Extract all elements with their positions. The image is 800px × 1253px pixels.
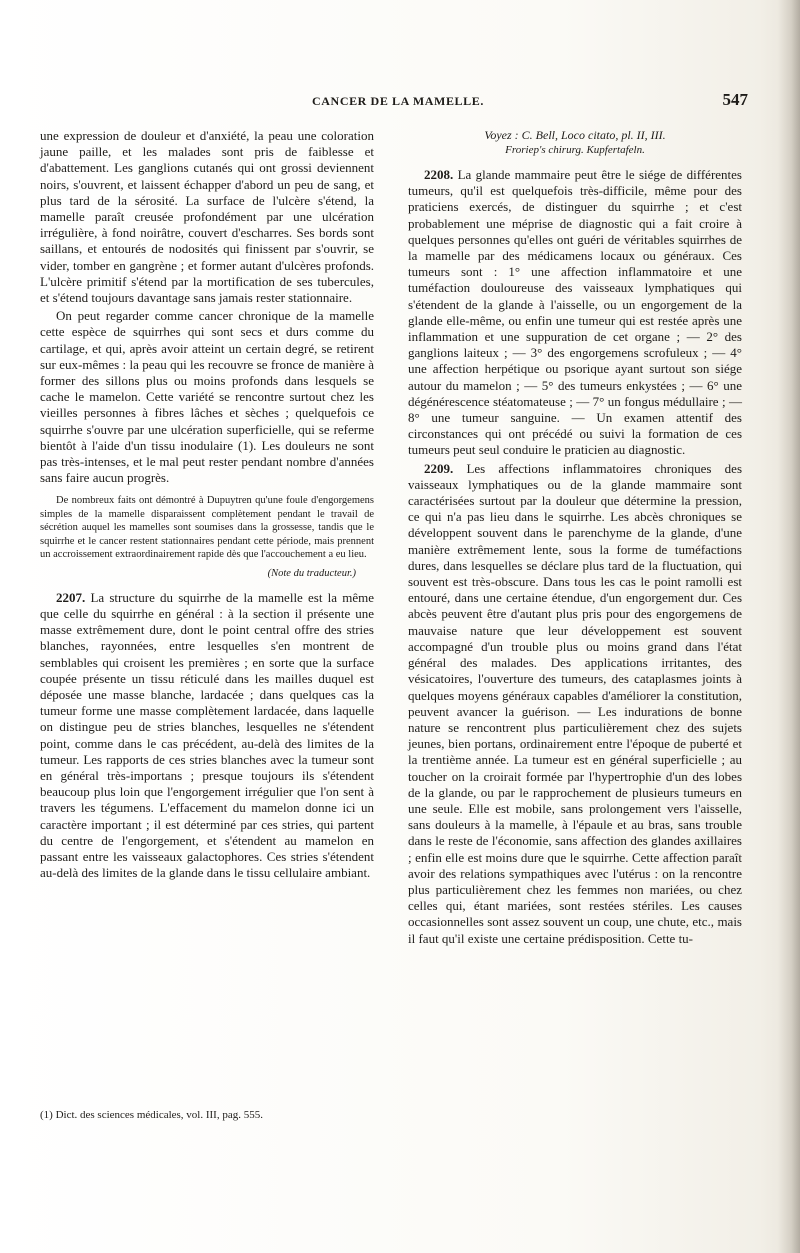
translator-note: De nombreux faits ont démontré à Dupuytren qu'une foule d'engorgemens simples de la mamelle disparaissent complètement pendant le travail de sécrétion auquel les mamelles sont soumises dans la grossesse, tandis que le squirrhe et le cancer restent stationnaires pendant cette période, mais prennent un accroissement extraordinairement rapide dès que l'accouchement a eu lieu.	[40, 495, 374, 561]
translator-note-signature: (Note du traducteur.)	[267, 567, 356, 579]
left-column	[40, 128, 374, 883]
paragraph-chronic-cancer: On peut regarder comme cancer chronique de la mamelle cette espèce de squirrhes qui sont secs et durs comme du cartilage, et qui, après avoir atteint un certain degré, se retirent sur eux-mêmes : la peau qui les recouvre se fronce de manière à former des sillons plus ou moins profonds dans lesquels se cache le mamelon. Cette variété se rencontre surtout chez les vieilles personnes à fibres lâches et sèches ; quelquefois ce squirrhe s'ouvre par une ulcération superficielle, qui se referme bientôt à l'aide d'un tissu inodulaire (1). Les douleurs ne sont pas très-intenses, et le mal peut rester pendant nombre d'années sans faire aucun progrès.	[40, 308, 374, 486]
reference-line-1: Voyez : C. Bell, Loco citato, pl. II, III.	[484, 128, 666, 142]
footnote: (1) Dict. des sciences médicales, vol. III, pag. 555.	[40, 1109, 263, 1121]
page-edge-shadow	[778, 0, 800, 1253]
right-column	[408, 128, 742, 949]
paragraph-ulcer: une expression de douleur et d'anxiété, la peau une coloration jaune paille, et les malades sont pris de faiblesse et d'abattement. Les ganglions cutanés qui ont grossi deviennent noirs, s'ouvrent, et laissent échapper d'abord un peu de sang, et plus tard de la sérosité. La surface de l'ulcère s'étend, la mamelle paraît creusée profondément par une ulcération irrégulière, à fond noirâtre, couvert d'escharres. Ses bords sont saillans, et entourés de nodosités qui finissent par s'ouvrir, se vider, tomber en gangrène ; et former autant d'ulcères profonds. L'ulcère primitif s'étend par la mortification de ses tubercules, et s'étend toujours davantage sans jamais rester stationnaire.	[40, 128, 374, 306]
section-number-2207: 2207.	[56, 589, 86, 605]
section-2208	[408, 167, 742, 459]
section-number-2208: 2208.	[424, 167, 454, 182]
page-header	[48, 90, 748, 118]
reference-block	[408, 128, 742, 157]
section-2209	[408, 461, 742, 947]
page-number: 547	[722, 90, 748, 109]
section-2207-text: La structure du squirrhe de la mamelle est la même que celle du squirrhe en général : à la section il présente une masse extrêmement dure, dont le point central offre des stries blanches, rayonnées, entre lesquelles s'en montrent de semblables qui croisent les premières ; en sorte que la surface coupée présente un tissu réticulé dans les mailles duquel est déposée une masse blanche, lardacée ; dans quelques cas la tumeur forme une masse complètement lardacée, dans laquelle on distingue peu de stries blanches, lesquelles ne s'étendent point, comme dans le cas précédent, au-delà des limites de la tumeur. Les rapports de ces stries blanches avec la tumeur sont en général très-importans ; presque toujours ils s'étendent beaucoup plus loin que l'engorgement irrégulier que l'on sent à travers les tégumens. L'effacement du mamelon donne ici un caractère important ; il est déterminé par ces stries, qui partent du centre de l'engorgement, et s'étendent au mamelon en passant entre les vaisseaux galactophores. Ces stries s'étendent au-delà des limites de la glande dans le tissu cellulaire ambiant.	[40, 589, 374, 881]
section-number-2209: 2209.	[424, 460, 454, 476]
section-2209-text: Les affections inflammatoires chroniques des vaisseaux lymphatiques ou de la glande mammaire sont caractérisées surtout par la douleur que détermine la pression, ce qui n'a pas lieu dans le squirrhe. Les abcès chroniques se développent souvent dans le parenchyme de la glande, d'une manière extrêmement lente, sous la forme de tuméfactions dures, dans lesquelles se déclare plus tard de la fluctuation, qui souvent est très-obscure. Dans tous les cas le point ramolli est entouré, dans une certaine étendue, d'un engorgement dur. Ces abcès peuvent être d'autant plus pris pour des engorgemens de mauvaise nature que leur développement est souvent accompagné d'un trouble plus ou moins grand dans l'état général des malades. Des applications irritantes, des vésicatoires, l'ouverture des tumeurs, des cataplasmes joints à quelques moyens généraux capables d'améliorer la constitution, peuvent avancer la guérison. — Les indurations de bonne nature se rencontrent plus particulièrement chez des sujets jeunes, bien portans, ordinairement entre l'époque de puberté et la trentième année. La tumeur est en général superficielle ; au toucher on la croirait formée par l'hypertrophie d'un des lobes de la glande, ou par le rapprochement de plusieurs tumeurs en une seule. Elle est mobile, sans prolongement vers l'aisselle, sans douleurs à la mamelle, à l'épaule et au bras, sans trouble dans le reste de l'économie, sans affection des glandes axillaires ; enfin elle est moins dure que le squirrhe. Cette affection paraît avoir des relations sympathiques avec l'utérus : on la rencontre plus particulièrement chez les femmes non mariées, ou chez celles qui, étant mariées, sont restées stériles. Les causes occasionnelles sont assez souvent un coup, une chute, etc., mais il faut qu'il existe une certaine prédisposition. Cette tu-	[408, 460, 743, 946]
section-2207	[40, 590, 374, 882]
section-2208-text: La glande mammaire peut être le siége de différentes tumeurs, qu'il est quelquefois très-difficile, même pour des praticiens exercés, de distinguer du squirrhe ; et c'est probablement une méprise de diagnostic qui a fait croire à quelques personnes qu'elles ont guéri de véritables squirrhes de la mamelle par des médicamens locaux ou généraux. Ces tumeurs sont : 1° une affection inflammatoire et une tuméfaction douloureuse des vaisseaux lymphatiques qui s'étendent de la glande à l'aisselle, ou un engorgement de la glande elle-même, ou enfin une tumeur qui est restée après une inflammation et une suppuration de cet organe ; — 2° des ganglions laiteux ; — 3° des engorgemens scrofuleux ; — 4° une affection herpétique ou psorique ayant surtout son siége autour du mamelon ; — 5° des tumeurs enkystées ; — 6° une dégénérescence stéatomateuse ; — 7° un fongus médullaire ; — 8° une tumeur sanguine. — Un examen attentif des circonstances qui ont précédé ou suivi la formation de ces tumeurs peut seul conduire le praticien au diagnostic.	[408, 167, 742, 458]
running-title: CANCER DE LA MAMELLE.	[312, 94, 484, 108]
reference-line-2: Froriep's chirurg. Kupfertafeln.	[505, 144, 645, 156]
